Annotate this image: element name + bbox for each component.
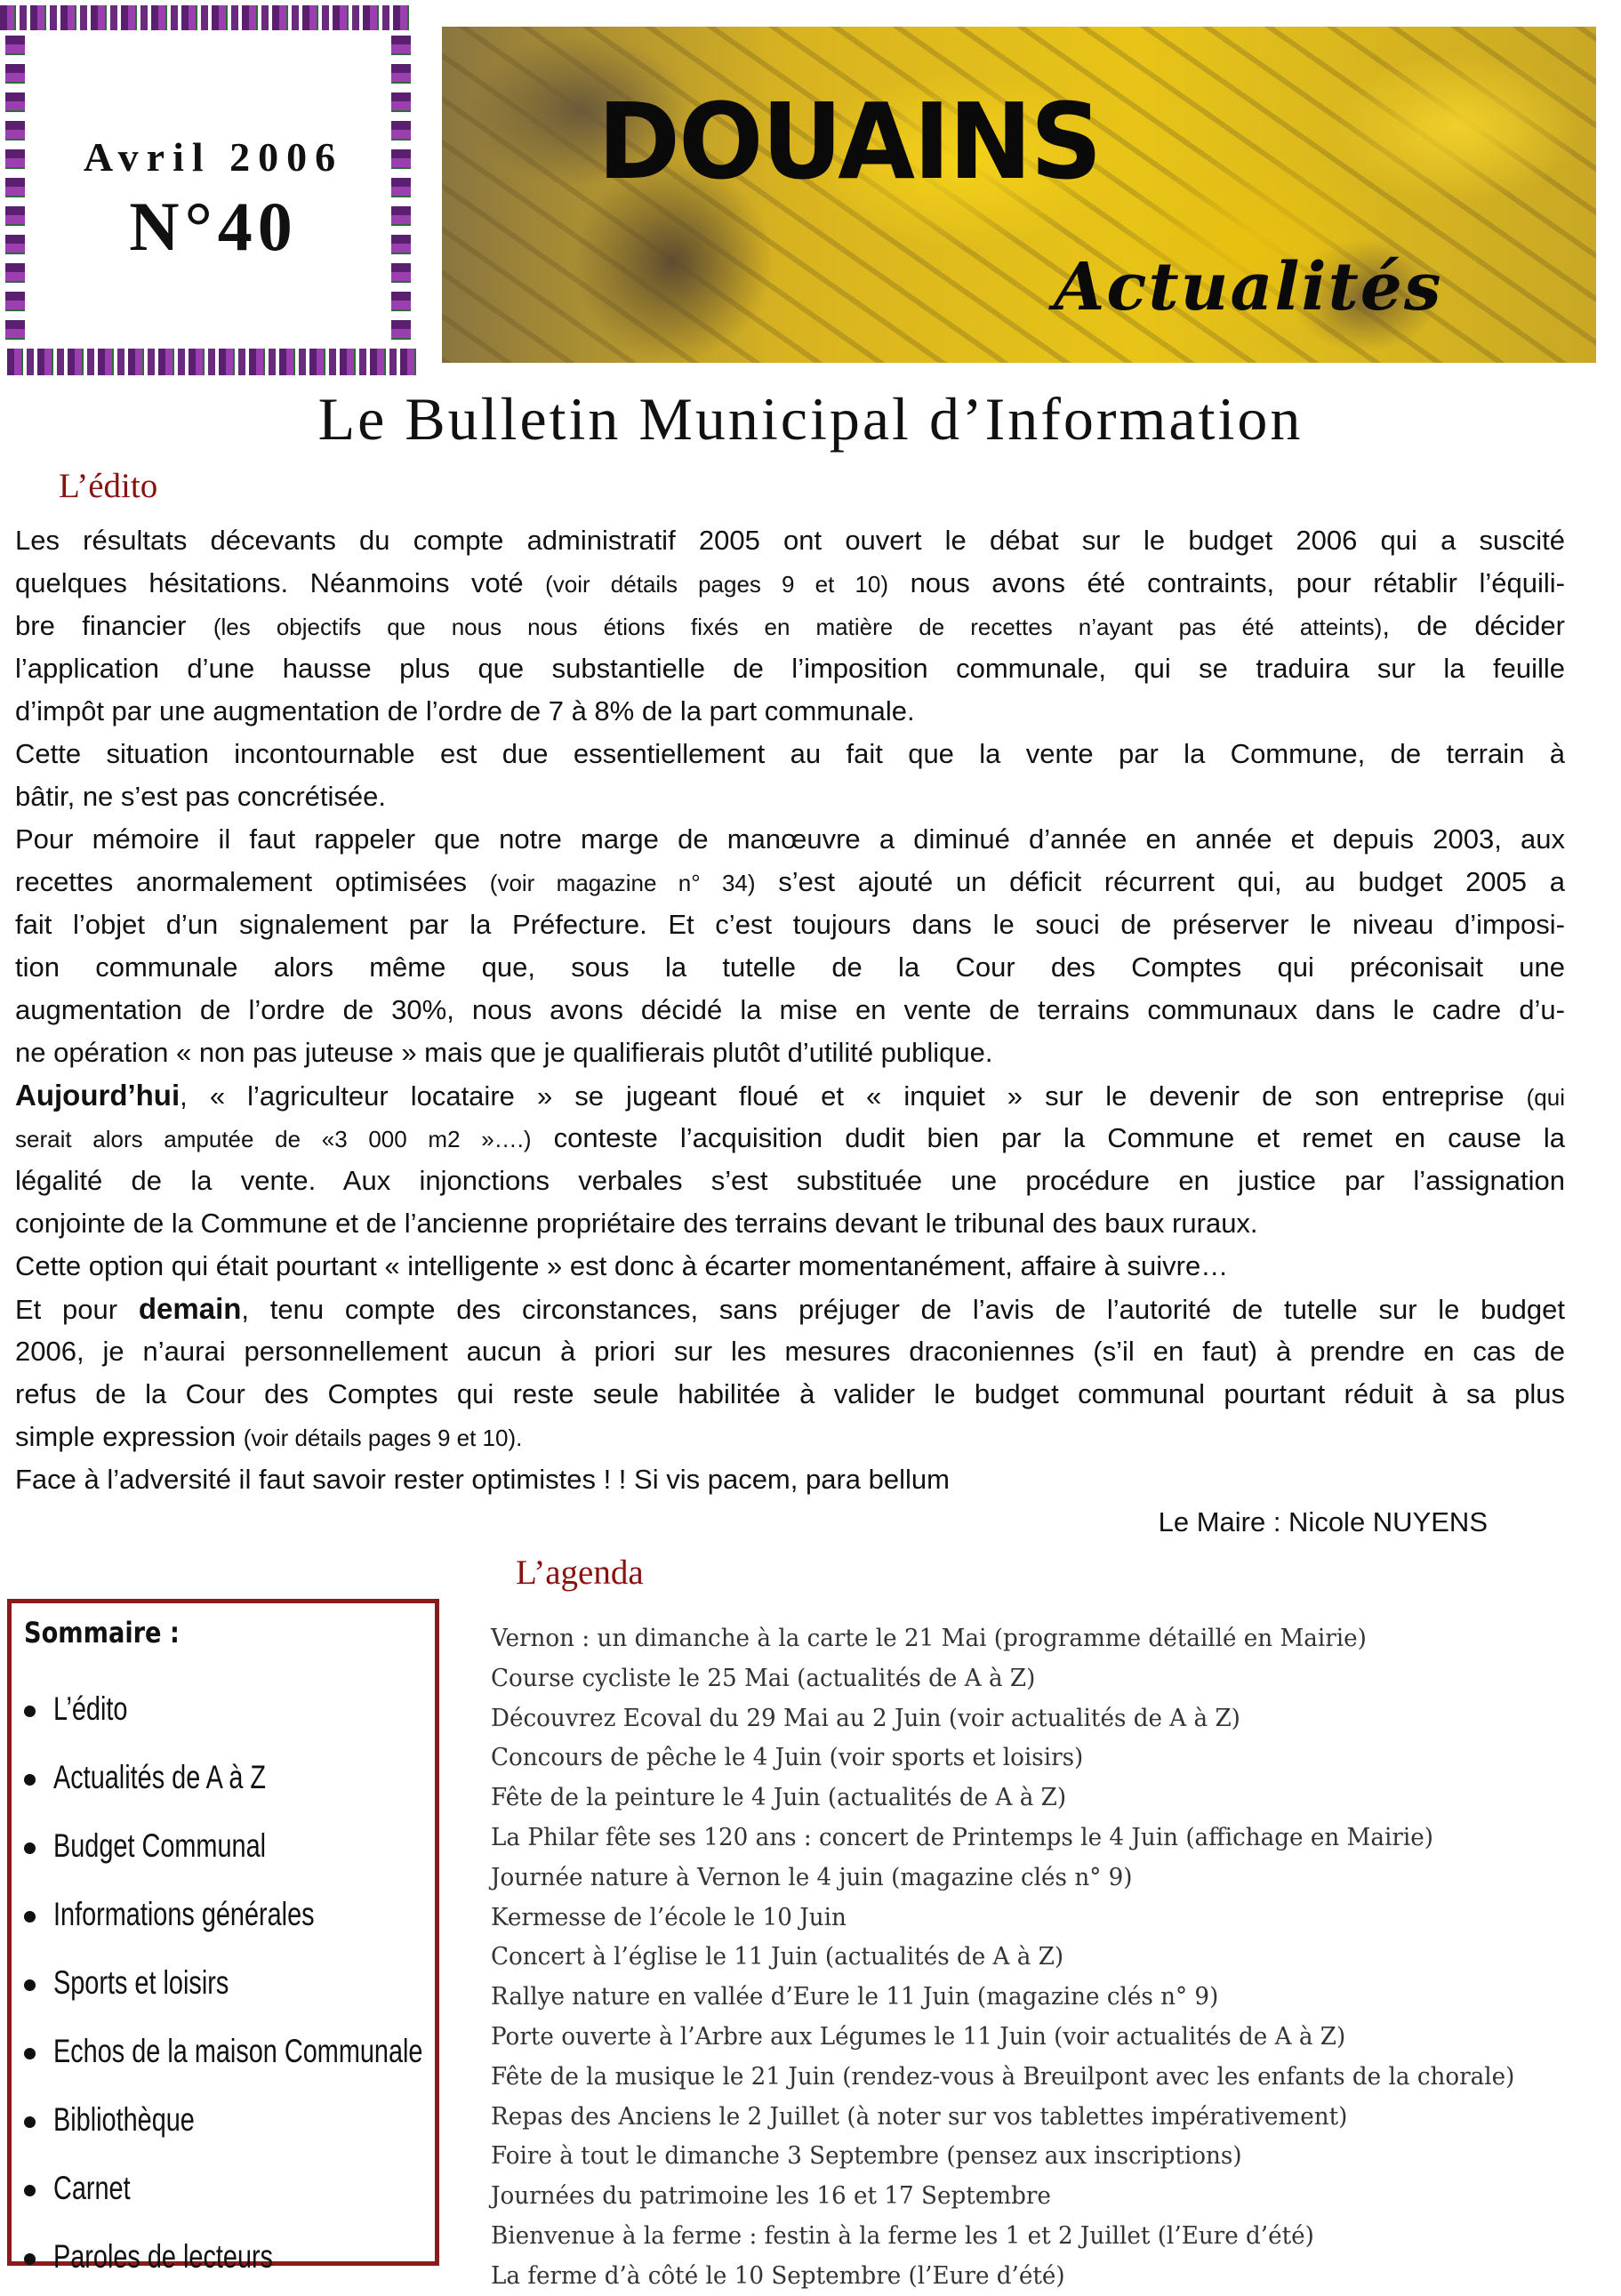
aside-text: (qui <box>1526 1084 1565 1111</box>
agenda-item: Journées du patrimoine les 16 et 17 Septembre <box>491 2182 1051 2211</box>
agenda-item: Porte ouverte à l’Arbre aux Légumes le 11 Juin (voir actualités de A à Z) <box>491 2022 1346 2051</box>
edito-line <box>15 733 1565 775</box>
bold-text: demain <box>138 1292 242 1325</box>
header-photo-forsythia <box>442 27 1596 363</box>
agenda-item: Kermesse de l’école le 10 Juin <box>491 1903 847 1931</box>
bullet-icon <box>24 1774 36 1786</box>
edito-line <box>15 1074 1565 1117</box>
sommaire-item-label: Actualités de A à Z <box>53 1759 267 1795</box>
text-segment: , tenu compte des circonstances, sans préjuger de l’avis de l’autorité de tutelle sur le budget <box>241 1294 1566 1325</box>
edito-line <box>15 775 1565 818</box>
bullet-icon <box>24 1842 36 1854</box>
sommaire-item-label: Bibliothèque <box>53 2101 195 2138</box>
text-segment: refus de la Cour des Comptes qui reste seule habilitée à valider le budget communal pourtant réduit à sa plus <box>15 1378 1565 1409</box>
text-segment: quelques hésitations. Néanmoins voté <box>15 567 546 598</box>
text-segment: bâtir, ne s’est pas concrétisée. <box>15 781 387 812</box>
text-segment: nous avons été contraints, pour rétablir l’équili- <box>888 567 1566 598</box>
sommaire-item <box>24 1948 527 2017</box>
text-segment: Les résultats décevants du compte administratif 2005 ont ouvert le débat sur le budget 2006 qui a suscité <box>15 525 1565 556</box>
bullet-icon <box>24 1911 36 1923</box>
edito-line <box>15 1245 1565 1288</box>
sommaire-item-label: Budget Communal <box>53 1827 267 1864</box>
sommaire-item <box>24 1674 527 1743</box>
sommaire-title: Sommaire : <box>24 1616 180 1650</box>
bold-text: Aujourd’hui <box>15 1079 181 1112</box>
sommaire-item <box>24 2222 527 2291</box>
edito-line <box>15 1458 1565 1501</box>
sommaire-box <box>7 1599 439 2275</box>
agenda-item: Course cycliste le 25 Mai (actualités de A à Z) <box>491 1664 1036 1692</box>
agenda-item: La Philar fête ses 120 ans : concert de Printemps le 4 Juin (affichage en Mairie) <box>491 1823 1433 1851</box>
butterfly-border-bottom <box>7 349 420 375</box>
issue-date: Avril 2006 <box>83 134 344 180</box>
bullet-icon <box>24 2185 36 2196</box>
agenda-item: Fête de la peinture le 4 Juin (actualités de A à Z) <box>491 1784 1067 1812</box>
edito-line <box>15 1117 1565 1160</box>
text-segment: conjointe de la Commune et de l’ancienne propriétaire des terrains devant le tribunal des baux ruraux. <box>15 1208 1258 1239</box>
sommaire-item <box>24 1811 527 1880</box>
agenda-item: Fête de la musique le 21 Juin (rendez-vous à Breuilpont avec les enfants de la chorale) <box>491 2062 1515 2091</box>
sommaire-item-label: Carnet <box>53 2170 131 2206</box>
text-segment: 2006, je n’aurai personnellement aucun à priori sur les mesures draconiennes (s’il en faut) à prendre en cas de <box>15 1336 1565 1367</box>
text-segment: Pour mémoire il faut rappeler que notre marge de manœuvre a diminué d’année en année et depuis 2003, aux <box>15 823 1565 855</box>
text-segment: Cette situation incontournable est due essentiellement au fait que la vente par la Commune, de terrain à <box>15 738 1565 769</box>
edito-line <box>15 1202 1565 1245</box>
agenda-item: Concert à l’église le 11 Juin (actualités de A à Z) <box>491 1943 1064 1971</box>
agenda-heading: L’agenda <box>516 1553 644 1592</box>
sommaire-list <box>24 1674 527 2291</box>
edito-line <box>15 562 1565 605</box>
edito-line <box>15 1373 1565 1416</box>
text-segment: Face à l’adversité il faut savoir rester optimistes ! ! Si vis pacem, para bellum <box>15 1464 950 1495</box>
sommaire-item <box>24 2154 527 2222</box>
text-segment: ne opération « non pas juteuse » mais que je qualifierais plutôt d’utilité publique. <box>15 1037 993 1068</box>
edito-line <box>15 818 1565 861</box>
text-segment: simple expression <box>15 1421 244 1452</box>
edito-line <box>15 1288 1565 1330</box>
aside-text: (les objectifs que nous nous étions fixés en matière de recettes n’ayant pas été atteints) <box>213 614 1383 640</box>
butterfly-border-top <box>0 5 411 30</box>
text-segment: s’est ajouté un déficit récurrent qui, au budget 2005 a <box>755 866 1565 897</box>
agenda-item: Rallye nature en vallée d’Eure le 11 Juin (magazine clés n° 9) <box>491 1983 1219 2011</box>
agenda-item: Découvrez Ecoval du 29 Mai au 2 Juin (voir actualités de A à Z) <box>491 1704 1240 1732</box>
sommaire-item-label: Paroles de lecteurs <box>53 2238 274 2275</box>
agenda-item: La ferme d’à côté le 10 Septembre (l’Eure d’été) <box>491 2261 1065 2290</box>
text-segment: conteste l’acquisition dudit bien par la Commune et remet en cause la <box>531 1122 1566 1153</box>
edito-line <box>15 1032 1565 1074</box>
edito-line <box>15 903 1565 946</box>
bulletin-title: Le Bulletin Municipal d’Information <box>317 385 1304 453</box>
bullet-icon <box>24 2048 36 2059</box>
sommaire-item-label: Informations générales <box>53 1896 315 1932</box>
brand-title: DOUAINS <box>598 80 1101 203</box>
text-segment: bre financier <box>15 610 213 641</box>
text-segment: Et pour <box>15 1294 139 1325</box>
edito-line <box>15 989 1565 1032</box>
edito-heading: L’édito <box>59 467 158 505</box>
aside-text: (voir détails pages 9 et 10). <box>243 1425 523 1451</box>
text-segment: d’impôt par une augmentation de l’ordre de 7 à 8% de la part communale. <box>15 695 915 727</box>
sommaire-item <box>24 2085 527 2154</box>
edito-line <box>15 1330 1565 1373</box>
aside-text: serait alors amputée de «3 000 m2 »….) <box>15 1126 532 1152</box>
edito-line <box>15 605 1565 647</box>
text-segment: tion communale alors même que, sous la tutelle de la Cour des Comptes qui préconisait une <box>15 951 1565 983</box>
text-segment: recettes anormalement optimisées <box>15 866 490 897</box>
bullet-icon <box>24 1979 36 1991</box>
text-segment: légalité de la vente. Aux injonctions verbales s’est substituée une procédure en justice par l’assignation <box>15 1165 1565 1196</box>
sommaire-item-label: Echos de la maison Communale <box>53 2033 423 2069</box>
text-segment: augmentation de l’ordre de 30%, nous avons décidé la mise en vente de terrains communaux dans le cadre d’u- <box>15 994 1565 1025</box>
edito-line <box>15 647 1565 690</box>
edito-line <box>15 1416 1565 1458</box>
butterfly-frame <box>0 0 420 381</box>
butterfly-border-left <box>5 36 25 347</box>
sommaire-item <box>24 2017 527 2085</box>
agenda-item: Repas des Anciens le 2 Juillet (à noter sur vos tablettes impérativement) <box>491 2102 1348 2131</box>
edito-line <box>15 519 1565 562</box>
butterfly-border-right <box>391 36 411 347</box>
text-segment: fait l’objet d’un signalement par la Préfecture. Et c’est toujours dans le souci de préserver le niveau d’imposi- <box>15 909 1565 940</box>
agenda-item: Vernon : un dimanche à la carte le 21 Mai (programme détaillé en Mairie) <box>491 1625 1367 1652</box>
sommaire-item-label: Sports et loisirs <box>53 1964 229 2001</box>
agenda-item: Bienvenue à la ferme : festin à la ferme les 1 et 2 Juillet (l’Eure d’été) <box>491 2221 1314 2250</box>
edito-line <box>15 861 1565 903</box>
aside-text: (voir magazine n° 34) <box>489 870 756 896</box>
text-segment: Cette option qui était pourtant « intelligente » est donc à écarter momentanément, affaire à suivre… <box>15 1250 1229 1281</box>
brand-subtitle: Actualités <box>1054 249 1443 325</box>
agenda-item: Journée nature à Vernon le 4 juin (magazine clés n° 9) <box>491 1863 1133 1891</box>
agenda-item: Concours de pêche le 4 Juin (voir sports et loisirs) <box>491 1744 1084 1772</box>
text-segment: l’application d’une hausse plus que substantielle de l’imposition communale, qui se traduira sur la feuille <box>15 653 1565 684</box>
bullet-icon <box>24 2253 36 2265</box>
edito-line <box>15 690 1565 733</box>
signature: Le Maire : Nicole NUYENS <box>1158 1506 1488 1537</box>
agenda-list <box>491 1618 1546 2296</box>
edito-body <box>15 519 1565 1501</box>
agenda-item: Foire à tout le dimanche 3 Septembre (pensez aux inscriptions) <box>491 2142 1242 2171</box>
issue-number: N°40 <box>129 188 298 265</box>
edito-line <box>15 946 1565 989</box>
text-segment: , « l’agriculteur locataire » se jugeant floué et « inquiet » sur le devenir de son entreprise <box>180 1080 1527 1112</box>
edito-line <box>15 1160 1565 1202</box>
bullet-icon <box>24 1706 36 1717</box>
aside-text: (voir détails pages 9 et 10) <box>545 571 889 598</box>
text-segment: , de décider <box>1382 610 1565 641</box>
sommaire-item <box>24 1743 527 1811</box>
bullet-icon <box>24 2116 36 2128</box>
sommaire-item-label: L’édito <box>53 1690 128 1727</box>
sommaire-item <box>24 1880 527 1948</box>
